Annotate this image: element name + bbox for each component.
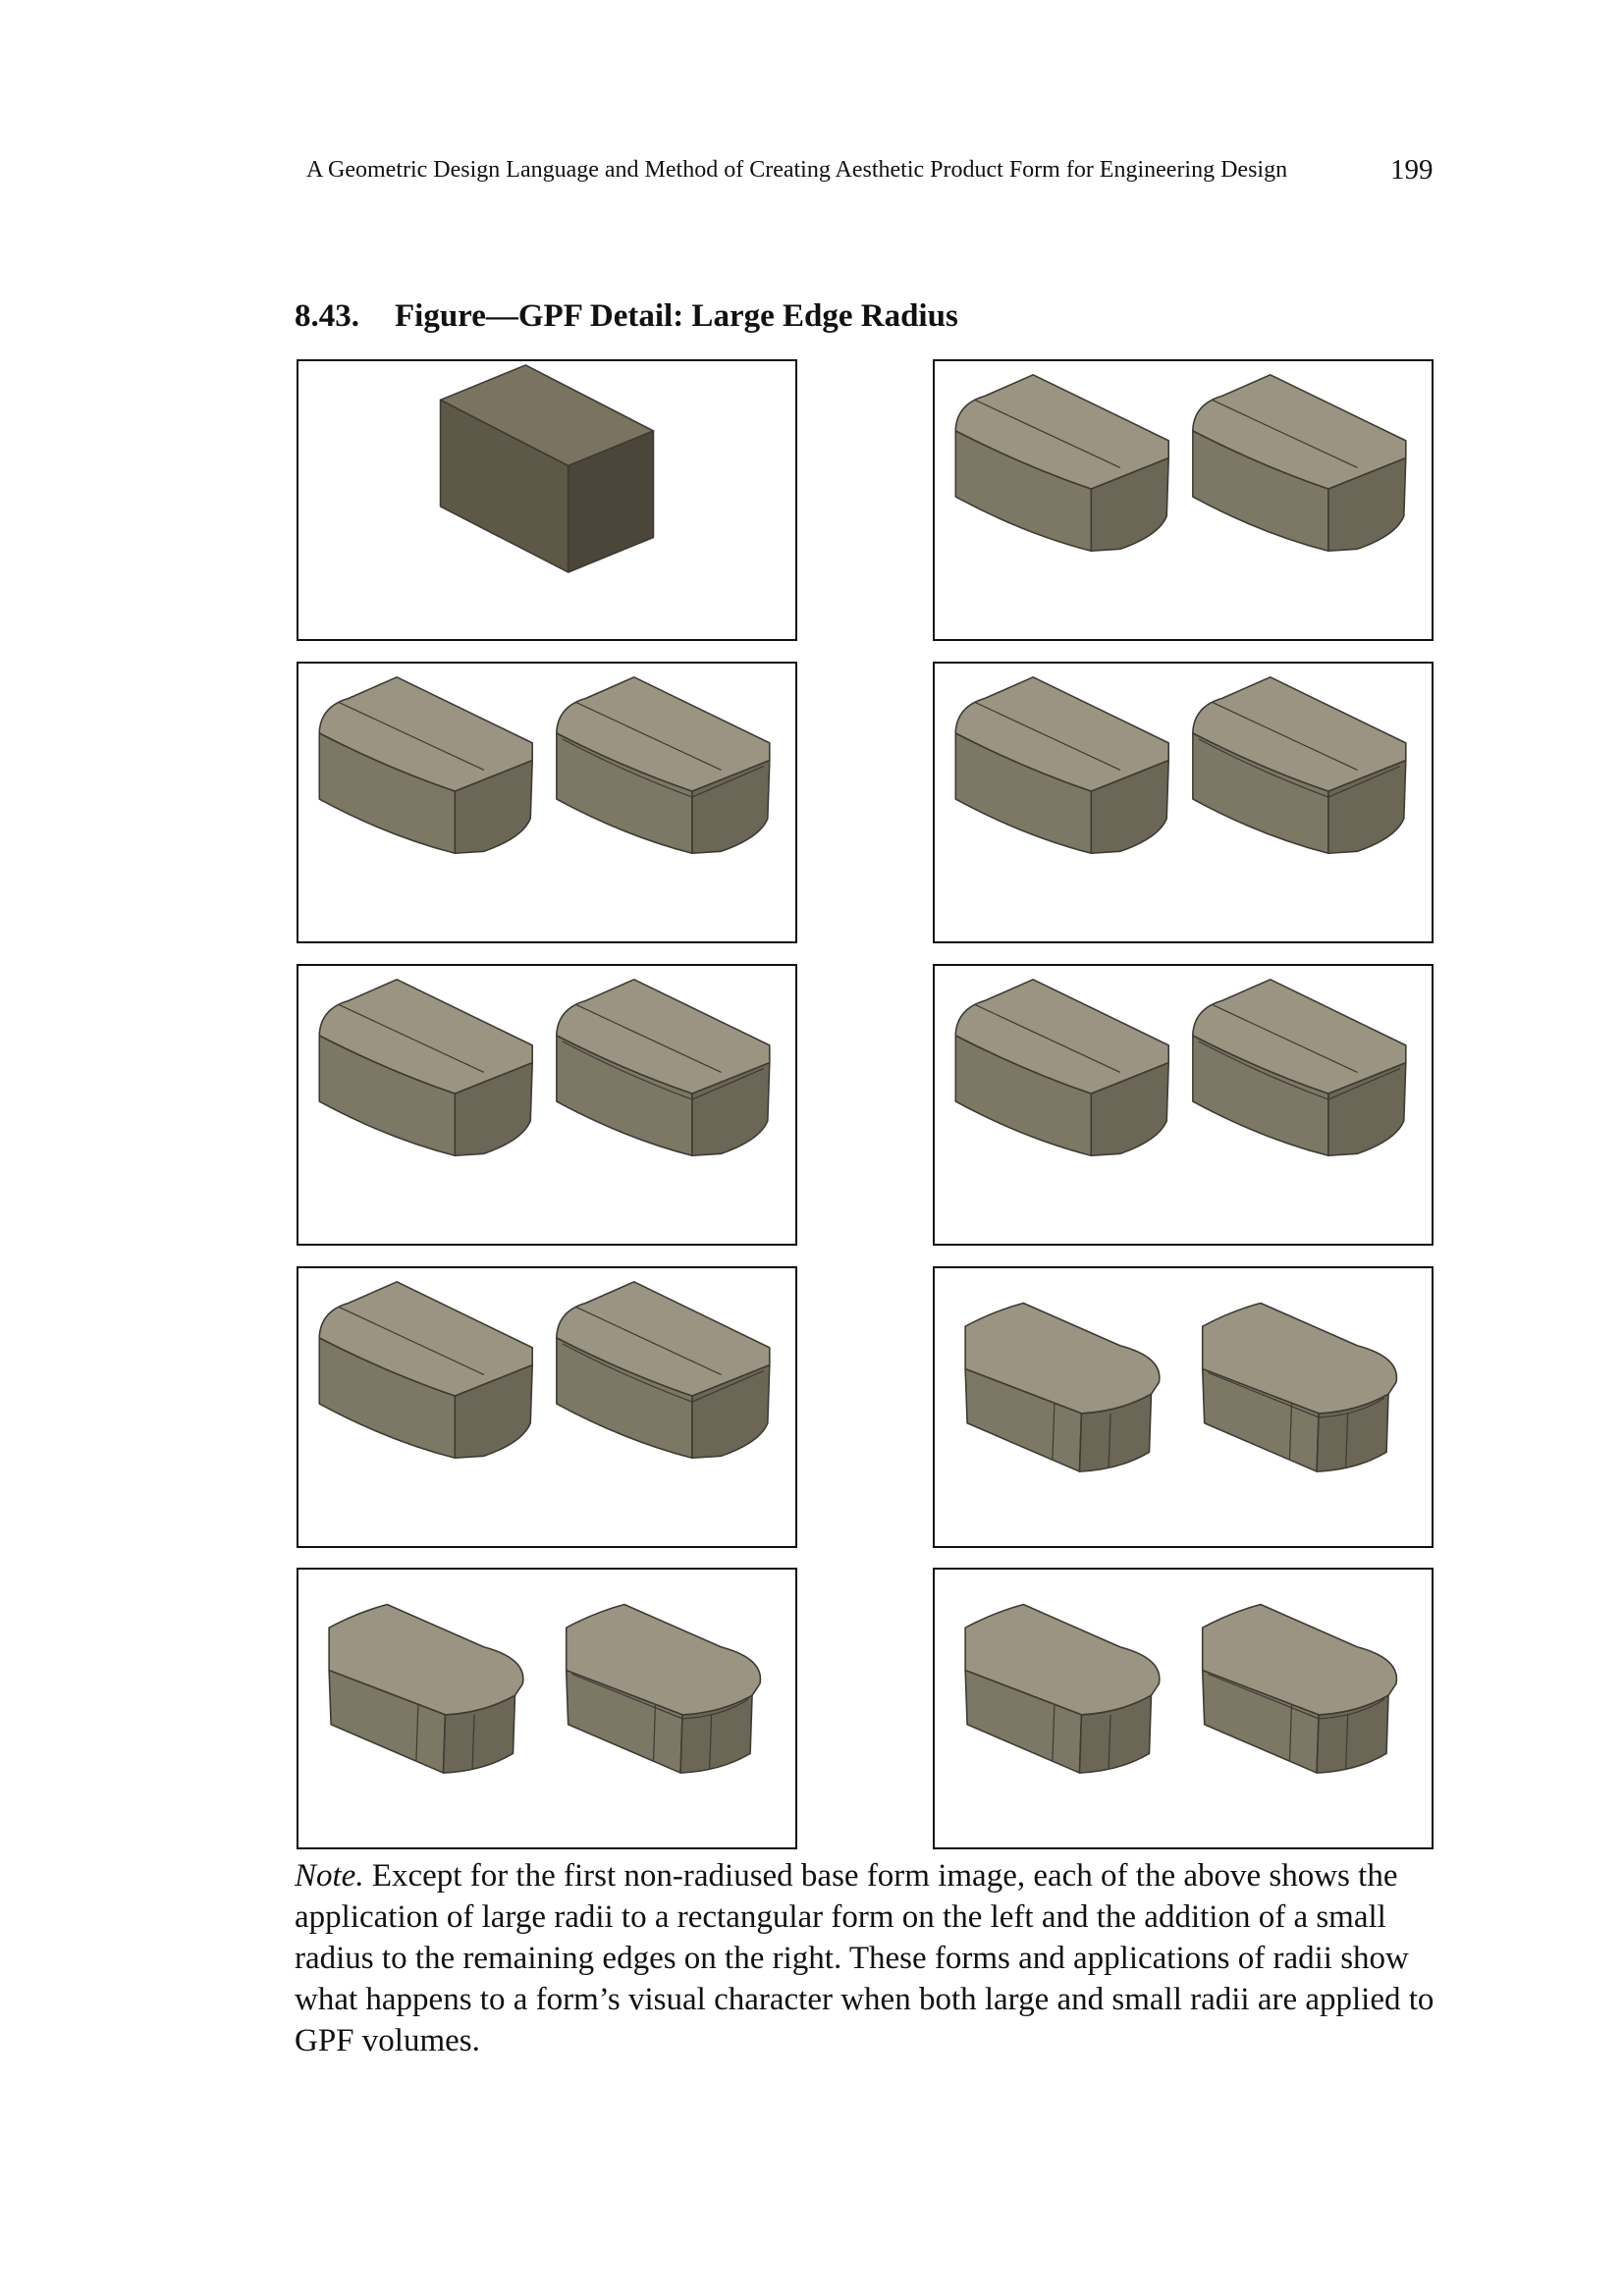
form-vertical	[965, 1604, 1160, 1773]
figure-panel-9	[297, 1568, 797, 1849]
figure-caption-title: Figure—GPF Detail: Large Edge Radius	[395, 298, 958, 334]
form-vertical-plus-small	[567, 1604, 761, 1773]
form-large	[955, 677, 1168, 853]
panel-illustration	[935, 664, 1432, 941]
form-large	[319, 677, 532, 853]
note-text: Except for the first non-radiused base form image, each of the above shows the application of large radii to a rectangular form on the left and the addition of a small radius to the remaining edges on the right. These forms and applications of radii show what happens to a form’s visual character when both large and small radii are applied to GPF volumes.	[295, 1858, 1435, 2058]
panel-illustration	[935, 361, 1432, 639]
panel-illustration	[298, 1268, 795, 1546]
form-box-sharp	[441, 365, 654, 572]
panel-illustration	[935, 1570, 1432, 1847]
figure-panel-8	[933, 1266, 1434, 1548]
form-large-plus-small	[1193, 677, 1406, 853]
form-large	[319, 980, 532, 1155]
form-large-plus-small	[1193, 980, 1406, 1155]
form-vertical-plus-small	[1203, 1303, 1397, 1471]
figure-panel-6	[933, 964, 1434, 1246]
panel-illustration	[298, 361, 795, 639]
form-large	[955, 375, 1168, 551]
form-vertical-plus-small	[1203, 1604, 1397, 1773]
figure-panel-5	[297, 964, 797, 1246]
figure-note	[295, 1855, 1443, 2061]
figure-panel-4	[933, 662, 1434, 943]
page-number: 199	[1390, 154, 1434, 186]
figure-number: 8.43.	[295, 298, 359, 334]
form-vertical	[329, 1604, 523, 1773]
form-large-plus-small	[557, 1282, 770, 1458]
figure-panel-7	[297, 1266, 797, 1548]
running-head: A Geometric Design Language and Method of Creating Aesthetic Product Form for Engineering Design	[306, 157, 1288, 183]
form-large	[1193, 375, 1406, 551]
figure-panel-2	[933, 359, 1434, 641]
panel-illustration	[298, 966, 795, 1244]
panel-illustration	[298, 1570, 795, 1847]
form-large-plus-small	[557, 677, 770, 853]
note-lead: Note.	[295, 1858, 364, 1894]
form-large	[319, 1282, 532, 1458]
panel-illustration	[298, 664, 795, 941]
figure-panel-3	[297, 662, 797, 943]
panel-illustration	[935, 966, 1432, 1244]
figure-panel-1	[297, 359, 797, 641]
panel-illustration	[935, 1268, 1432, 1546]
form-large	[955, 980, 1168, 1155]
form-vertical	[965, 1303, 1160, 1471]
form-large-plus-small	[557, 980, 770, 1155]
figure-panel-10	[933, 1568, 1434, 1849]
figure-title	[295, 298, 958, 335]
